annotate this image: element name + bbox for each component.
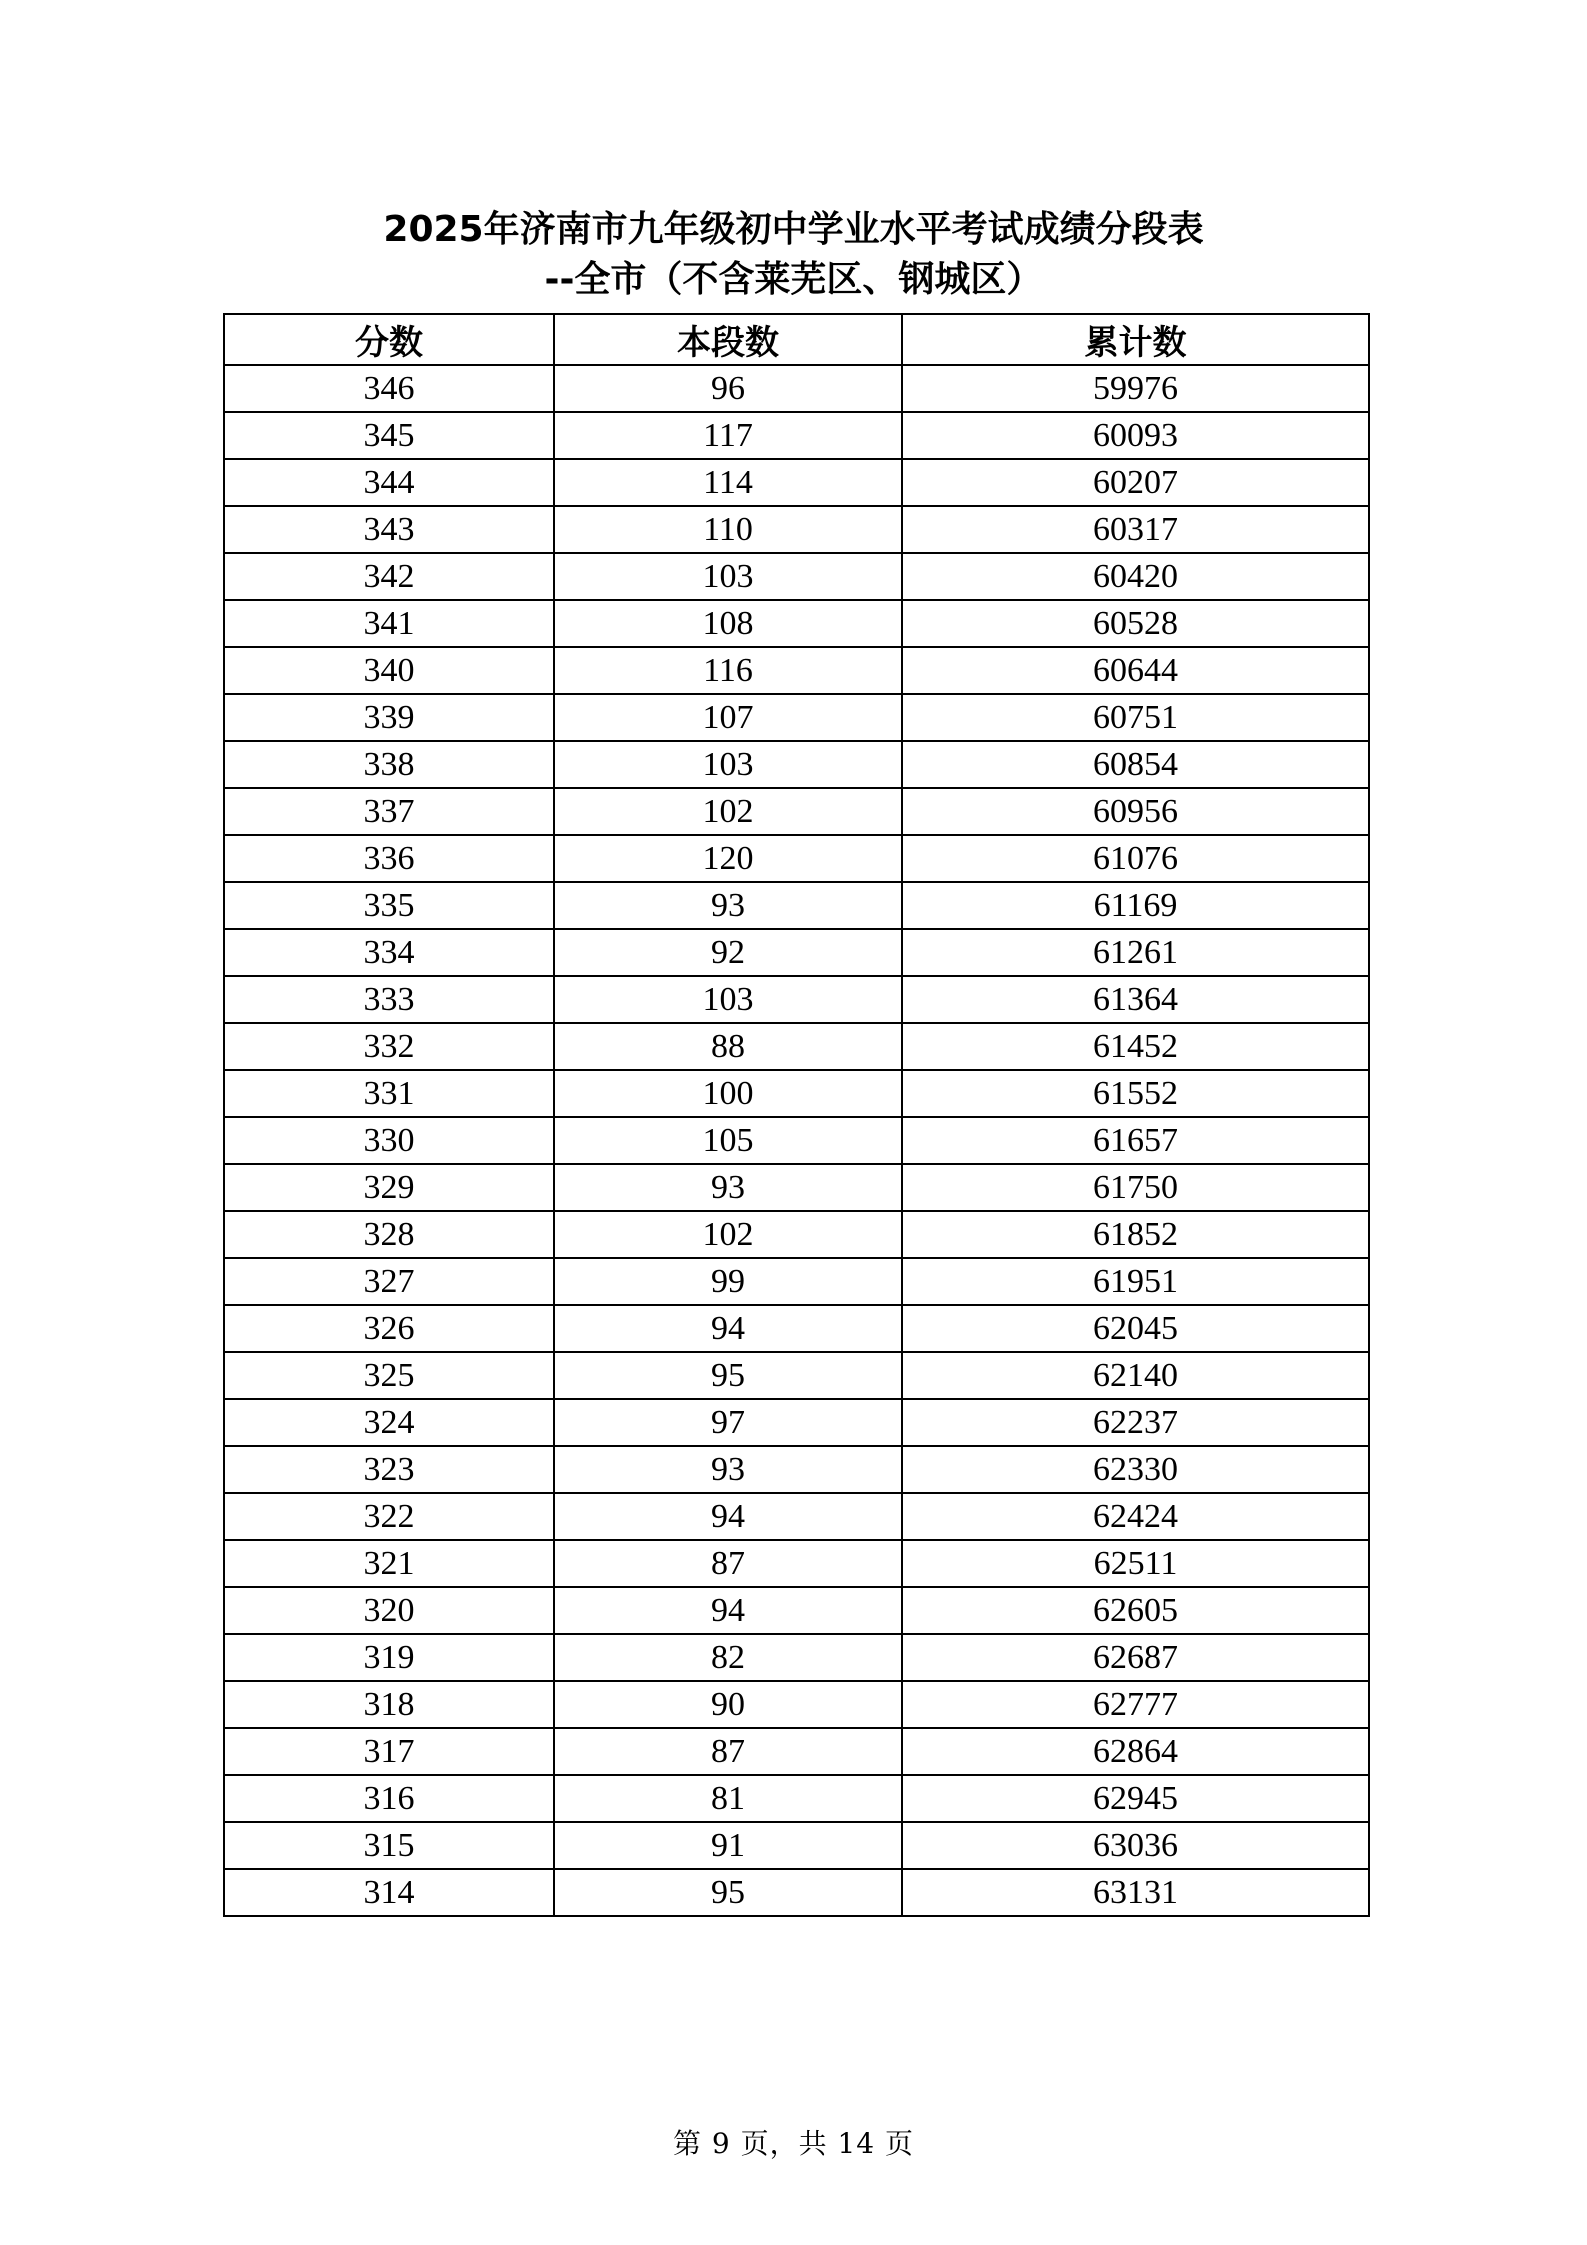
cell-score: 336 bbox=[224, 835, 554, 882]
cell-segment-count: 103 bbox=[554, 553, 902, 600]
table-row bbox=[224, 882, 1369, 929]
table-row bbox=[224, 1540, 1369, 1587]
cell-score: 335 bbox=[224, 882, 554, 929]
cell-cumulative-count: 61452 bbox=[902, 1023, 1369, 1070]
cell-cumulative-count: 62511 bbox=[902, 1540, 1369, 1587]
cell-score: 318 bbox=[224, 1681, 554, 1728]
cell-cumulative-count: 61169 bbox=[902, 882, 1369, 929]
cell-segment-count: 87 bbox=[554, 1728, 902, 1775]
table-row bbox=[224, 365, 1369, 412]
cell-score: 332 bbox=[224, 1023, 554, 1070]
table-row bbox=[224, 694, 1369, 741]
cell-cumulative-count: 62424 bbox=[902, 1493, 1369, 1540]
cell-score: 319 bbox=[224, 1634, 554, 1681]
cell-segment-count: 95 bbox=[554, 1352, 902, 1399]
table-row bbox=[224, 976, 1369, 1023]
cell-score: 344 bbox=[224, 459, 554, 506]
cell-cumulative-count: 63036 bbox=[902, 1822, 1369, 1869]
cell-cumulative-count: 62864 bbox=[902, 1728, 1369, 1775]
cell-cumulative-count: 61261 bbox=[902, 929, 1369, 976]
table-row bbox=[224, 1446, 1369, 1493]
cell-segment-count: 99 bbox=[554, 1258, 902, 1305]
cell-cumulative-count: 60317 bbox=[902, 506, 1369, 553]
table-row bbox=[224, 506, 1369, 553]
table-row bbox=[224, 1164, 1369, 1211]
cell-segment-count: 92 bbox=[554, 929, 902, 976]
cell-cumulative-count: 61657 bbox=[902, 1117, 1369, 1164]
cell-segment-count: 108 bbox=[554, 600, 902, 647]
cell-score: 315 bbox=[224, 1822, 554, 1869]
header-cumulative-count: 累计数 bbox=[902, 314, 1369, 365]
cell-cumulative-count: 61552 bbox=[902, 1070, 1369, 1117]
cell-cumulative-count: 61852 bbox=[902, 1211, 1369, 1258]
document-title-block bbox=[0, 205, 1587, 305]
header-segment-count: 本段数 bbox=[554, 314, 902, 365]
cell-segment-count: 107 bbox=[554, 694, 902, 741]
cell-segment-count: 117 bbox=[554, 412, 902, 459]
cell-score: 331 bbox=[224, 1070, 554, 1117]
cell-segment-count: 94 bbox=[554, 1305, 902, 1352]
cell-segment-count: 97 bbox=[554, 1399, 902, 1446]
table-row bbox=[224, 788, 1369, 835]
cell-segment-count: 110 bbox=[554, 506, 902, 553]
cell-score: 321 bbox=[224, 1540, 554, 1587]
cell-score: 343 bbox=[224, 506, 554, 553]
cell-score: 317 bbox=[224, 1728, 554, 1775]
cell-segment-count: 96 bbox=[554, 365, 902, 412]
cell-cumulative-count: 61951 bbox=[902, 1258, 1369, 1305]
cell-cumulative-count: 63131 bbox=[902, 1869, 1369, 1916]
cell-score: 338 bbox=[224, 741, 554, 788]
table-row bbox=[224, 929, 1369, 976]
cell-cumulative-count: 60207 bbox=[902, 459, 1369, 506]
cell-score: 314 bbox=[224, 1869, 554, 1916]
cell-segment-count: 100 bbox=[554, 1070, 902, 1117]
cell-score: 323 bbox=[224, 1446, 554, 1493]
cell-segment-count: 114 bbox=[554, 459, 902, 506]
table-row bbox=[224, 647, 1369, 694]
cell-segment-count: 90 bbox=[554, 1681, 902, 1728]
cell-score: 339 bbox=[224, 694, 554, 741]
cell-cumulative-count: 60093 bbox=[902, 412, 1369, 459]
table-row bbox=[224, 1070, 1369, 1117]
cell-score: 346 bbox=[224, 365, 554, 412]
table-row bbox=[224, 1728, 1369, 1775]
cell-cumulative-count: 62777 bbox=[902, 1681, 1369, 1728]
table-row bbox=[224, 600, 1369, 647]
cell-score: 329 bbox=[224, 1164, 554, 1211]
cell-cumulative-count: 60420 bbox=[902, 553, 1369, 600]
table-row bbox=[224, 741, 1369, 788]
cell-cumulative-count: 60956 bbox=[902, 788, 1369, 835]
cell-score: 345 bbox=[224, 412, 554, 459]
cell-cumulative-count: 60644 bbox=[902, 647, 1369, 694]
table-row bbox=[224, 1399, 1369, 1446]
table-body bbox=[224, 365, 1369, 1916]
cell-cumulative-count: 62687 bbox=[902, 1634, 1369, 1681]
table-row bbox=[224, 1117, 1369, 1164]
cell-cumulative-count: 62045 bbox=[902, 1305, 1369, 1352]
cell-cumulative-count: 59976 bbox=[902, 365, 1369, 412]
cell-segment-count: 116 bbox=[554, 647, 902, 694]
score-distribution-table bbox=[223, 313, 1370, 1917]
cell-score: 334 bbox=[224, 929, 554, 976]
document-subtitle: --全市（不含莱芜区、钢城区） bbox=[544, 259, 1043, 300]
table-header-row bbox=[224, 314, 1369, 365]
cell-cumulative-count: 62237 bbox=[902, 1399, 1369, 1446]
cell-score: 326 bbox=[224, 1305, 554, 1352]
cell-cumulative-count: 62945 bbox=[902, 1775, 1369, 1822]
table-row bbox=[224, 1634, 1369, 1681]
table-row bbox=[224, 1587, 1369, 1634]
table-row bbox=[224, 1211, 1369, 1258]
table-row bbox=[224, 835, 1369, 882]
cell-score: 340 bbox=[224, 647, 554, 694]
cell-score: 328 bbox=[224, 1211, 554, 1258]
cell-cumulative-count: 62140 bbox=[902, 1352, 1369, 1399]
cell-segment-count: 105 bbox=[554, 1117, 902, 1164]
table-row bbox=[224, 412, 1369, 459]
cell-cumulative-count: 61364 bbox=[902, 976, 1369, 1023]
cell-score: 325 bbox=[224, 1352, 554, 1399]
cell-score: 330 bbox=[224, 1117, 554, 1164]
cell-score: 324 bbox=[224, 1399, 554, 1446]
cell-segment-count: 93 bbox=[554, 1164, 902, 1211]
document-title: 2025年济南市九年级初中学业水平考试成绩分段表 bbox=[383, 209, 1204, 250]
cell-segment-count: 81 bbox=[554, 1775, 902, 1822]
cell-cumulative-count: 61076 bbox=[902, 835, 1369, 882]
cell-segment-count: 94 bbox=[554, 1493, 902, 1540]
cell-cumulative-count: 62330 bbox=[902, 1446, 1369, 1493]
cell-segment-count: 94 bbox=[554, 1587, 902, 1634]
cell-score: 333 bbox=[224, 976, 554, 1023]
cell-segment-count: 103 bbox=[554, 976, 902, 1023]
table-row bbox=[224, 1023, 1369, 1070]
table-row bbox=[224, 1258, 1369, 1305]
cell-score: 320 bbox=[224, 1587, 554, 1634]
table-row bbox=[224, 553, 1369, 600]
cell-cumulative-count: 62605 bbox=[902, 1587, 1369, 1634]
cell-segment-count: 95 bbox=[554, 1869, 902, 1916]
cell-segment-count: 103 bbox=[554, 741, 902, 788]
cell-cumulative-count: 61750 bbox=[902, 1164, 1369, 1211]
header-score: 分数 bbox=[224, 314, 554, 365]
cell-segment-count: 102 bbox=[554, 1211, 902, 1258]
cell-score: 327 bbox=[224, 1258, 554, 1305]
cell-cumulative-count: 60528 bbox=[902, 600, 1369, 647]
cell-cumulative-count: 60854 bbox=[902, 741, 1369, 788]
table-row bbox=[224, 1869, 1369, 1916]
cell-segment-count: 87 bbox=[554, 1540, 902, 1587]
cell-score: 322 bbox=[224, 1493, 554, 1540]
cell-segment-count: 93 bbox=[554, 882, 902, 929]
cell-segment-count: 102 bbox=[554, 788, 902, 835]
cell-score: 342 bbox=[224, 553, 554, 600]
table-row bbox=[224, 1305, 1369, 1352]
cell-score: 341 bbox=[224, 600, 554, 647]
cell-segment-count: 82 bbox=[554, 1634, 902, 1681]
table-row bbox=[224, 1493, 1369, 1540]
cell-segment-count: 93 bbox=[554, 1446, 902, 1493]
cell-score: 337 bbox=[224, 788, 554, 835]
table-row bbox=[224, 459, 1369, 506]
table-row bbox=[224, 1681, 1369, 1728]
table-row bbox=[224, 1822, 1369, 1869]
cell-segment-count: 88 bbox=[554, 1023, 902, 1070]
cell-cumulative-count: 60751 bbox=[902, 694, 1369, 741]
table-row bbox=[224, 1352, 1369, 1399]
cell-segment-count: 120 bbox=[554, 835, 902, 882]
cell-segment-count: 91 bbox=[554, 1822, 902, 1869]
page-number-footer: 第 9 页，共 14 页 bbox=[672, 2127, 915, 2160]
cell-score: 316 bbox=[224, 1775, 554, 1822]
table-row bbox=[224, 1775, 1369, 1822]
